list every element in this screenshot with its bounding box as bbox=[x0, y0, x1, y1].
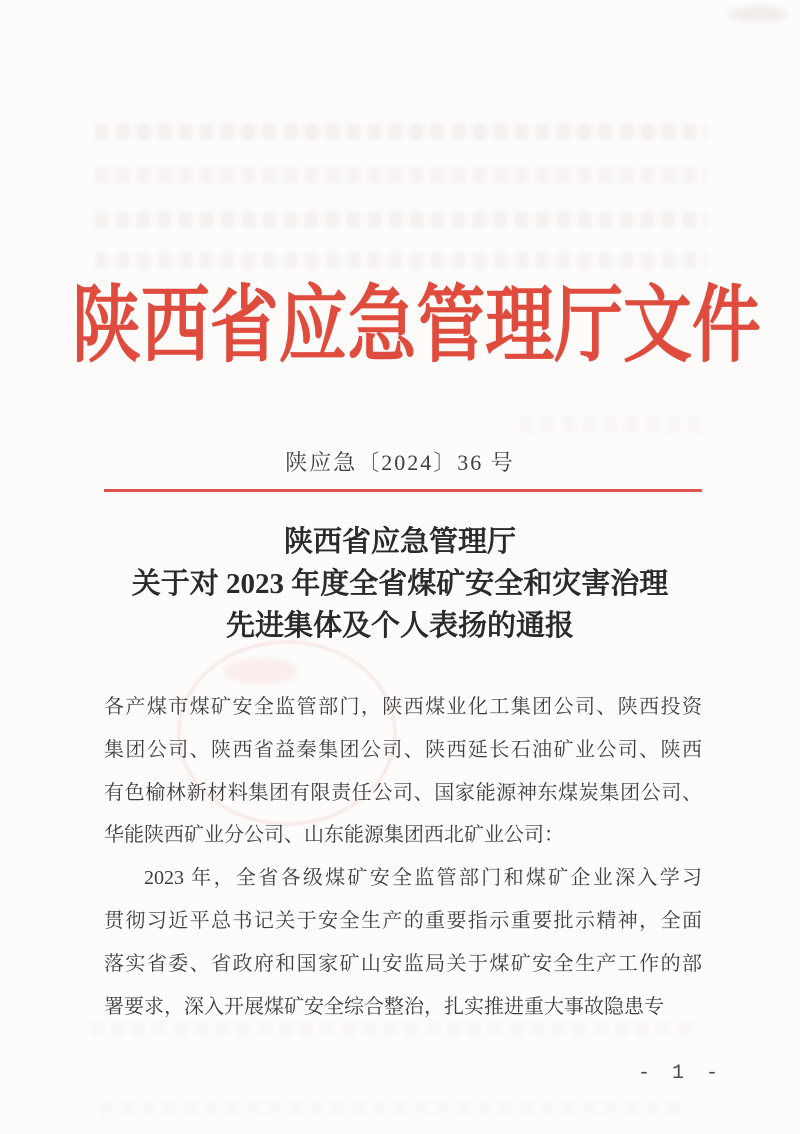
document-title bbox=[0, 521, 800, 647]
bleedthrough-text-row bbox=[95, 252, 707, 269]
body-line: 署要求，深入开展煤矿安全综合整治，扎实推进重大事故隐患专 bbox=[104, 995, 664, 1018]
body-line: 集团公司、陕西省益秦集团公司、陕西延长石油矿业公司、陕西 bbox=[104, 738, 702, 761]
bleedthrough-text-row bbox=[520, 416, 710, 433]
document-number: 陕应急〔2024〕36 号 bbox=[285, 450, 515, 475]
document-title-line: 先进集体及个人表扬的通报 bbox=[225, 610, 574, 642]
seal-bleedthrough-smudge bbox=[224, 658, 298, 684]
bleedthrough-text-row bbox=[100, 1100, 680, 1117]
document-title-line: 关于对 2023 年度全省煤矿安全和灾害治理 bbox=[131, 568, 669, 600]
scan-smudge bbox=[728, 6, 788, 22]
body-line: 2023 年，全省各级煤矿安全监管部门和煤矿企业深入学习 bbox=[144, 867, 702, 890]
bleedthrough-text-row bbox=[95, 123, 707, 140]
document-title-line: 陕西省应急管理厅 bbox=[283, 526, 516, 558]
body-line: 贯彻习近平总书记关于安全生产的重要指示重要批示精神，全面 bbox=[104, 909, 702, 932]
bleedthrough-text-row bbox=[95, 211, 707, 228]
body-line: 有色榆林新材料集团有限责任公司、国家能源神东煤炭集团公司、 bbox=[104, 781, 702, 804]
body-line: 各产煤市煤矿安全监管部门，陕西煤业化工集团公司、陕西投资 bbox=[104, 696, 702, 718]
body-line: 落实省委、省政府和国家矿山安监局关于煤矿安全生产工作的部 bbox=[104, 952, 702, 975]
masthead-title: 陕西省应急管理厅文件 bbox=[72, 280, 761, 373]
body-line: 华能陕西矿业分公司、山东能源集团西北矿业公司： bbox=[104, 824, 564, 847]
bleedthrough-text-row bbox=[95, 167, 707, 184]
body-text bbox=[104, 686, 702, 1028]
red-divider-line bbox=[104, 489, 702, 492]
page-number: - 1 - bbox=[638, 1062, 724, 1085]
